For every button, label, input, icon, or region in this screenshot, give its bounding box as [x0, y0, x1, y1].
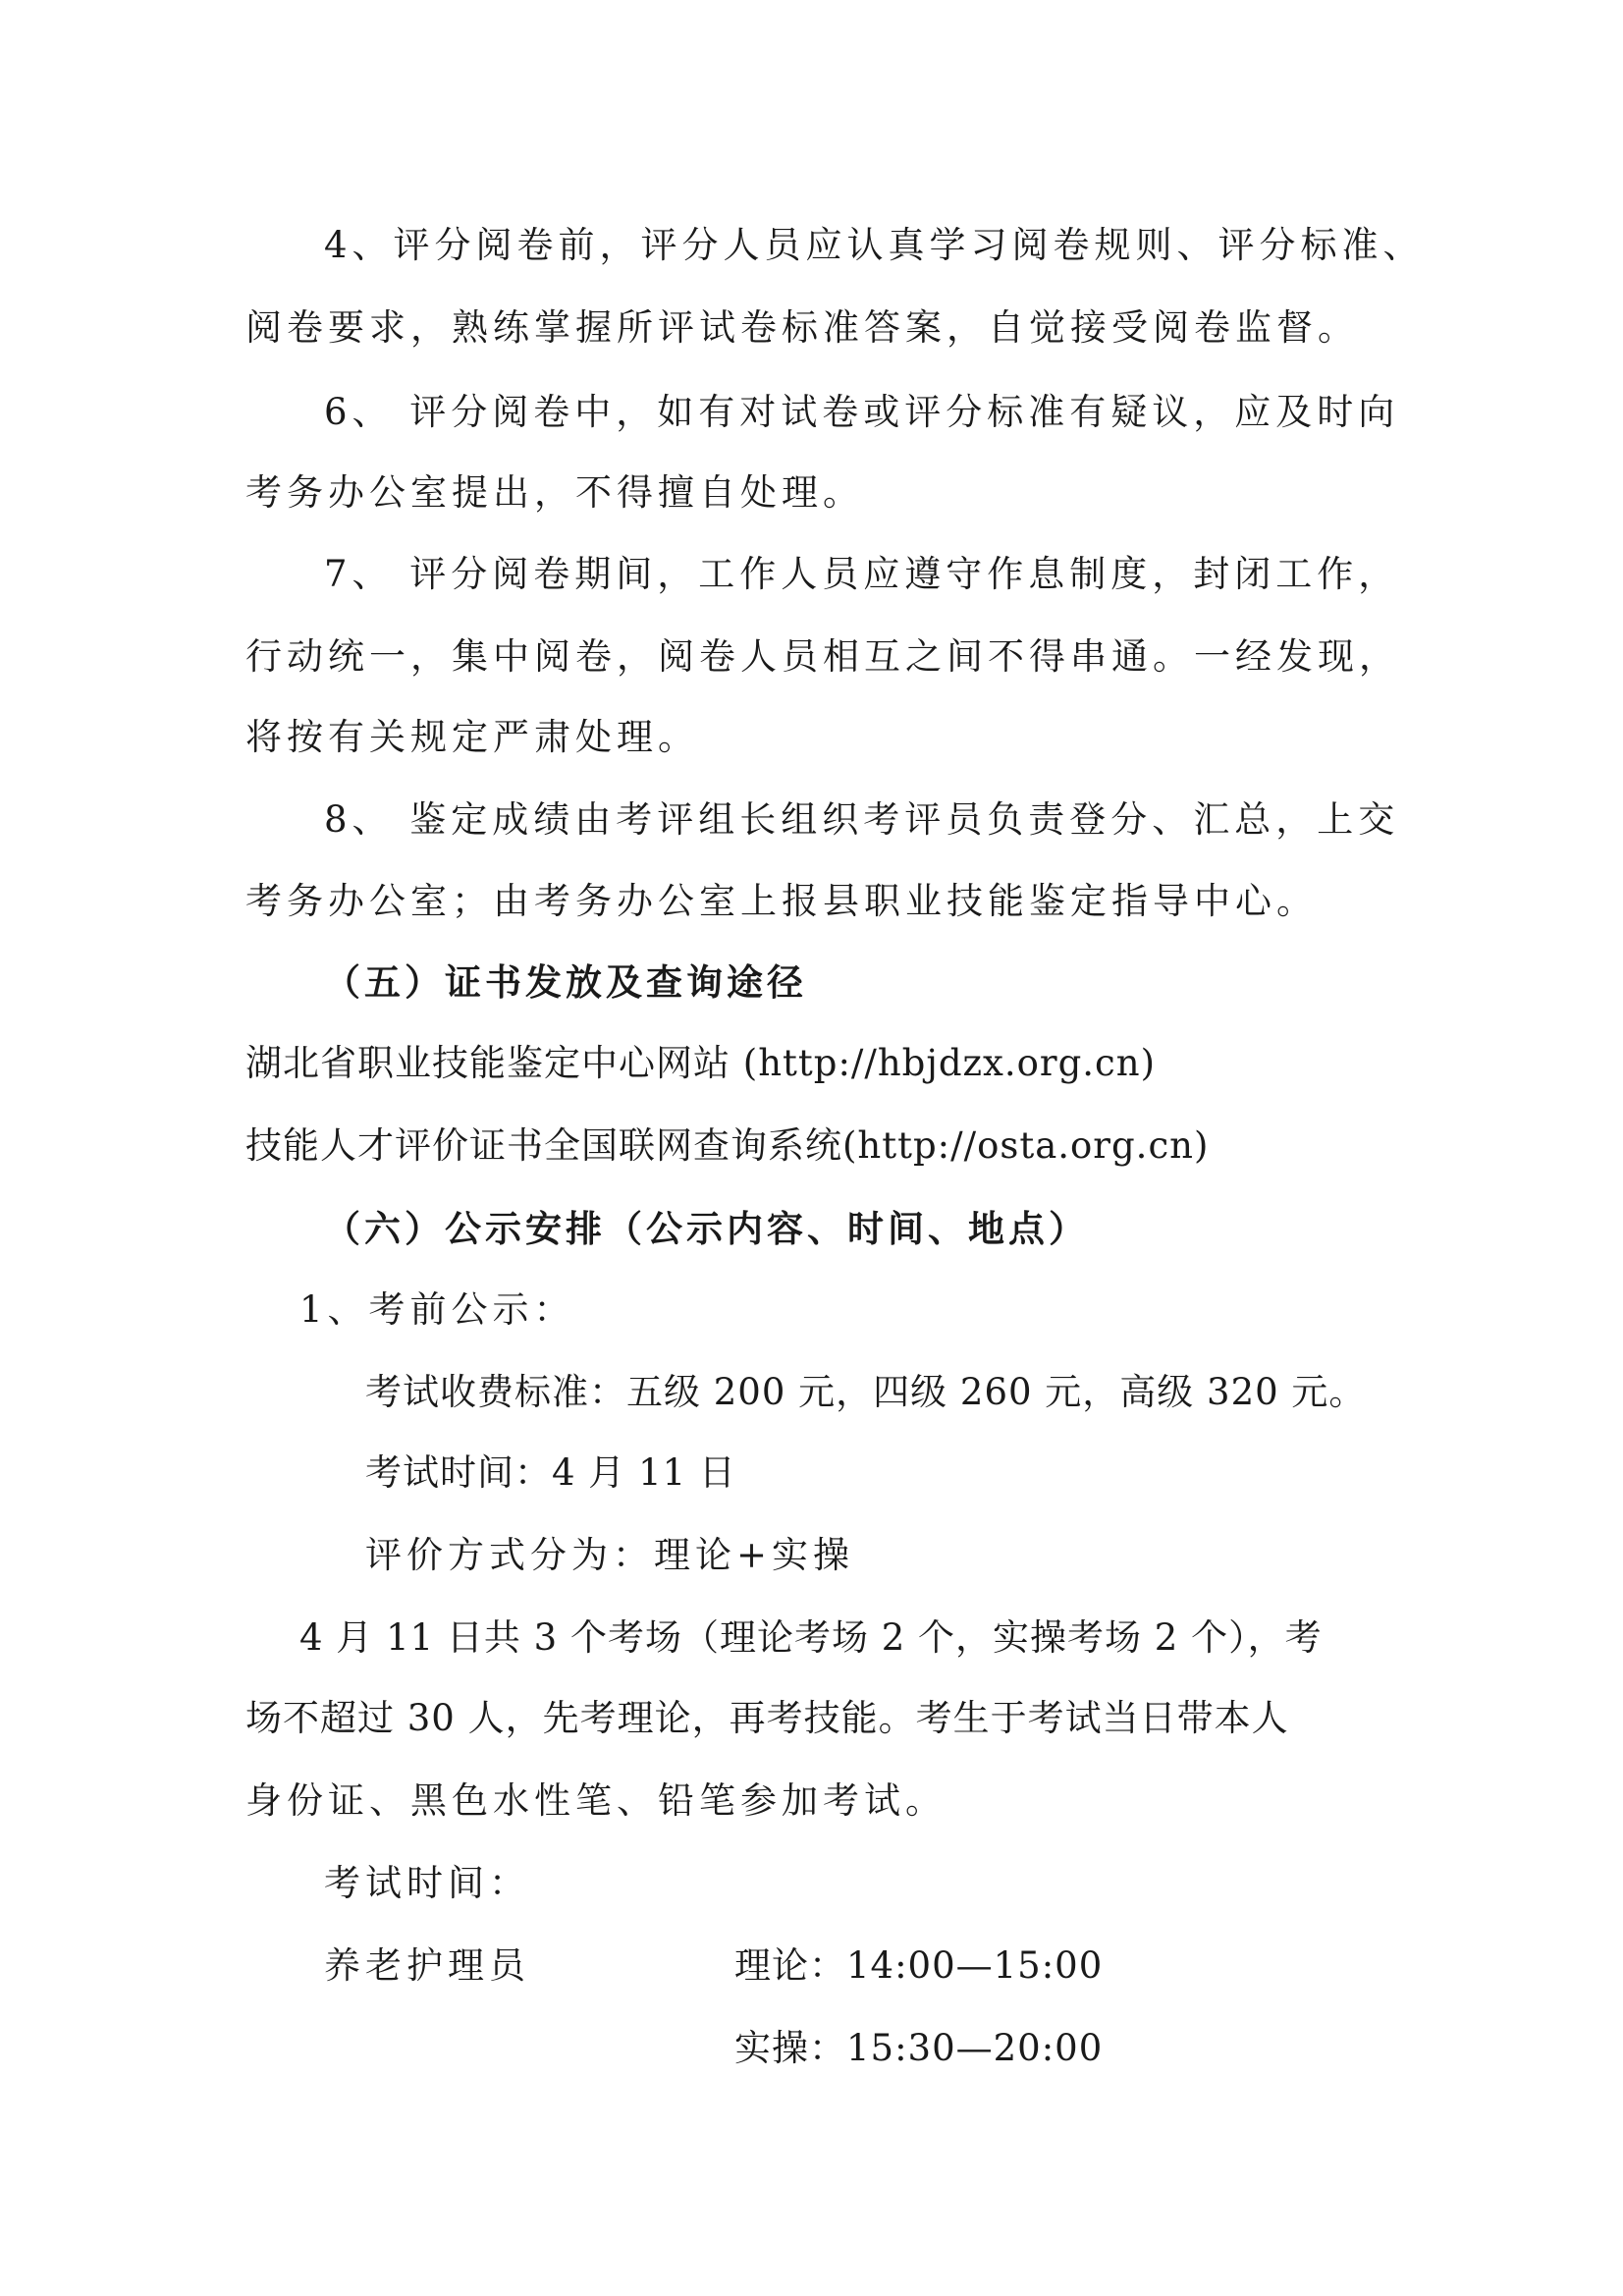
- paragraph-6-line-2: 考务办公室提出，不得擅自处理。: [245, 471, 864, 514]
- section-5-heading: （五）证书发放及查询途径: [324, 960, 807, 1004]
- venue-line-2: 场不超过 30 人，先考理论，再考技能。考生于考试当日带本人: [245, 1697, 1289, 1739]
- paragraph-7-line-1: 7、 评分阅卷期间，工作人员应遵守作息制度，封闭工作，: [324, 553, 1400, 595]
- paragraph-4-line-2: 阅卷要求，熟练掌握所评试卷标准答案，自觉接受阅卷监督。: [245, 306, 1359, 349]
- venue-line-1: 4 月 11 日共 3 个考场（理论考场 2 个，实操考场 2 个），考: [299, 1616, 1323, 1659]
- schedule-job-name: 养老护理员: [324, 1944, 530, 1987]
- schedule-title: 考试时间：: [324, 1862, 530, 1904]
- paragraph-4-line-1: 4、评分阅卷前，评分人员应认真学习阅卷规则、评分标准、: [324, 224, 1425, 266]
- venue-line-3: 身份证、黑色水性笔、铅笔参加考试。: [245, 1779, 947, 1822]
- paragraph-7-line-2: 行动统一，集中阅卷，阅卷人员相互之间不得串通。一经发现，: [245, 635, 1400, 678]
- section-5-link-1: 湖北省职业技能鉴定中心网站 (http://hbjdzx.org.cn): [245, 1042, 1157, 1084]
- evaluation-method: 评价方式分为：理论+实操: [365, 1534, 855, 1576]
- section-5-link-2: 技能人才评价证书全国联网查询系统(http://osta.org.cn): [245, 1124, 1210, 1167]
- exam-date: 考试时间：4 月 11 日: [365, 1451, 736, 1494]
- schedule-practice-time: 实操：15:30—20:00: [734, 2027, 1104, 2069]
- section-6-heading: （六）公示安排（公示内容、时间、地点）: [324, 1207, 1089, 1250]
- paragraph-6-line-1: 6、 评分阅卷中，如有对试卷或评分标准有疑议，应及时向: [324, 391, 1400, 433]
- schedule-theory-time: 理论：14:00—15:00: [734, 1944, 1104, 1987]
- paragraph-8-line-2: 考务办公室；由考务办公室上报县职业技能鉴定指导中心。: [245, 880, 1318, 922]
- exam-fee-standard: 考试收费标准：五级 200 元，四级 260 元，高级 320 元。: [365, 1371, 1367, 1413]
- paragraph-7-line-3: 将按有关规定严肃处理。: [245, 716, 699, 758]
- paragraph-8-line-1: 8、 鉴定成绩由考评组长组织考评员负责登分、汇总，上交: [324, 798, 1400, 841]
- section-6-item-1-title: 1、考前公示：: [299, 1288, 575, 1331]
